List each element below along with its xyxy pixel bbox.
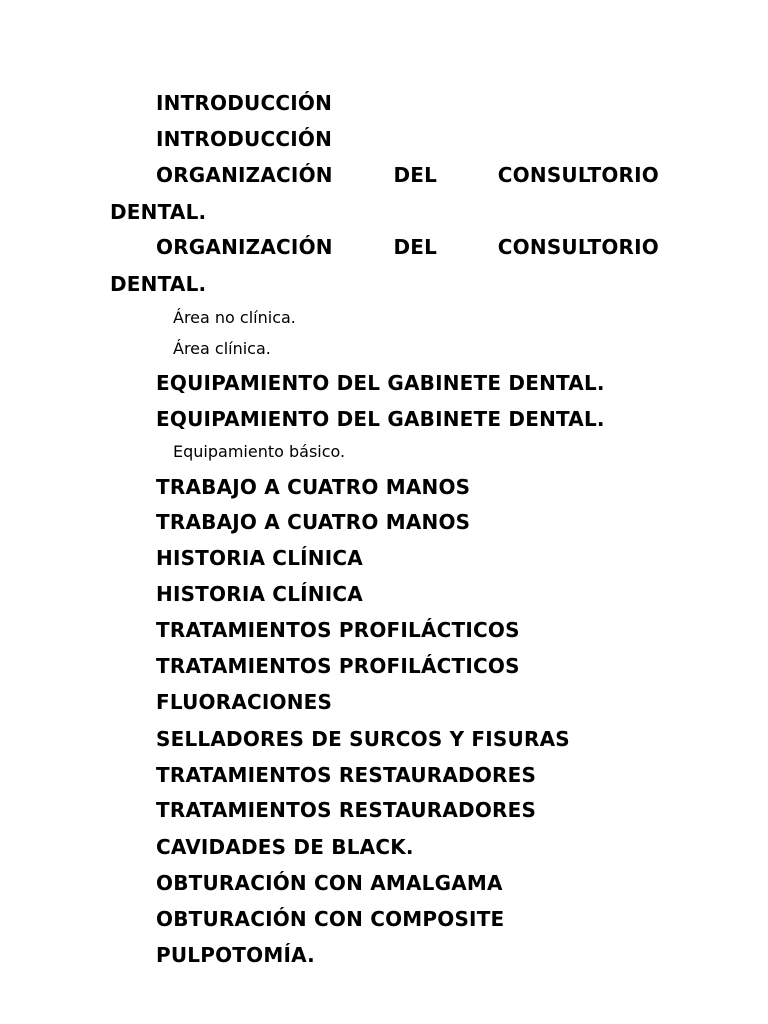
heading-historia-clinica-2: HISTORIA CLÍNICA [156,582,363,606]
heading-tratamientos-restauradores-2: TRATAMIENTOS RESTAURADORES [156,798,537,822]
heading-organizacion-2-word1: ORGANIZACIÓN [156,235,333,259]
heading-tratamientos-profilacticos-1: TRATAMIENTOS PROFILÁCTICOS [156,618,520,642]
heading-organizacion-1-word2: DEL [393,163,438,187]
subitem-area-no-clinica: Área no clínica. [173,308,296,327]
heading-organizacion-1 [156,165,659,185]
heading-trabajo-cuatro-manos-2: TRABAJO A CUATRO MANOS [156,510,471,534]
heading-introduccion-1: INTRODUCCIÓN [156,91,333,115]
heading-pulpotomia: PULPOTOMÍA. [156,943,315,967]
heading-historia-clinica-1: HISTORIA CLÍNICA [156,546,363,570]
heading-fluoraciones: FLUORACIONES [156,690,333,714]
heading-equipamiento-1: EQUIPAMIENTO DEL GABINETE DENTAL. [156,371,605,395]
heading-organizacion-1-word1: ORGANIZACIÓN [156,163,333,187]
heading-organizacion-2-continuation: DENTAL. [110,272,207,296]
heading-organizacion-1-continuation: DENTAL. [110,200,207,224]
heading-obturacion-amalgama: OBTURACIÓN CON AMALGAMA [156,871,503,895]
heading-tratamientos-profilacticos-2: TRATAMIENTOS PROFILÁCTICOS [156,654,520,678]
subitem-equipamiento-basico: Equipamiento básico. [173,442,346,461]
heading-organizacion-1-word3: CONSULTORIO [497,163,659,187]
heading-obturacion-composite: OBTURACIÓN CON COMPOSITE [156,907,505,931]
subitem-area-clinica: Área clínica. [173,339,271,358]
heading-trabajo-cuatro-manos-1: TRABAJO A CUATRO MANOS [156,475,471,499]
heading-organizacion-2-word3: CONSULTORIO [497,235,659,259]
heading-tratamientos-restauradores-1: TRATAMIENTOS RESTAURADORES [156,763,537,787]
heading-introduccion-2: INTRODUCCIÓN [156,127,333,151]
heading-equipamiento-2: EQUIPAMIENTO DEL GABINETE DENTAL. [156,407,605,431]
heading-organizacion-2-word2: DEL [393,235,438,259]
heading-cavidades-black: CAVIDADES DE BLACK. [156,835,414,859]
heading-selladores: SELLADORES DE SURCOS Y FISURAS [156,727,570,751]
heading-organizacion-2 [156,237,659,257]
